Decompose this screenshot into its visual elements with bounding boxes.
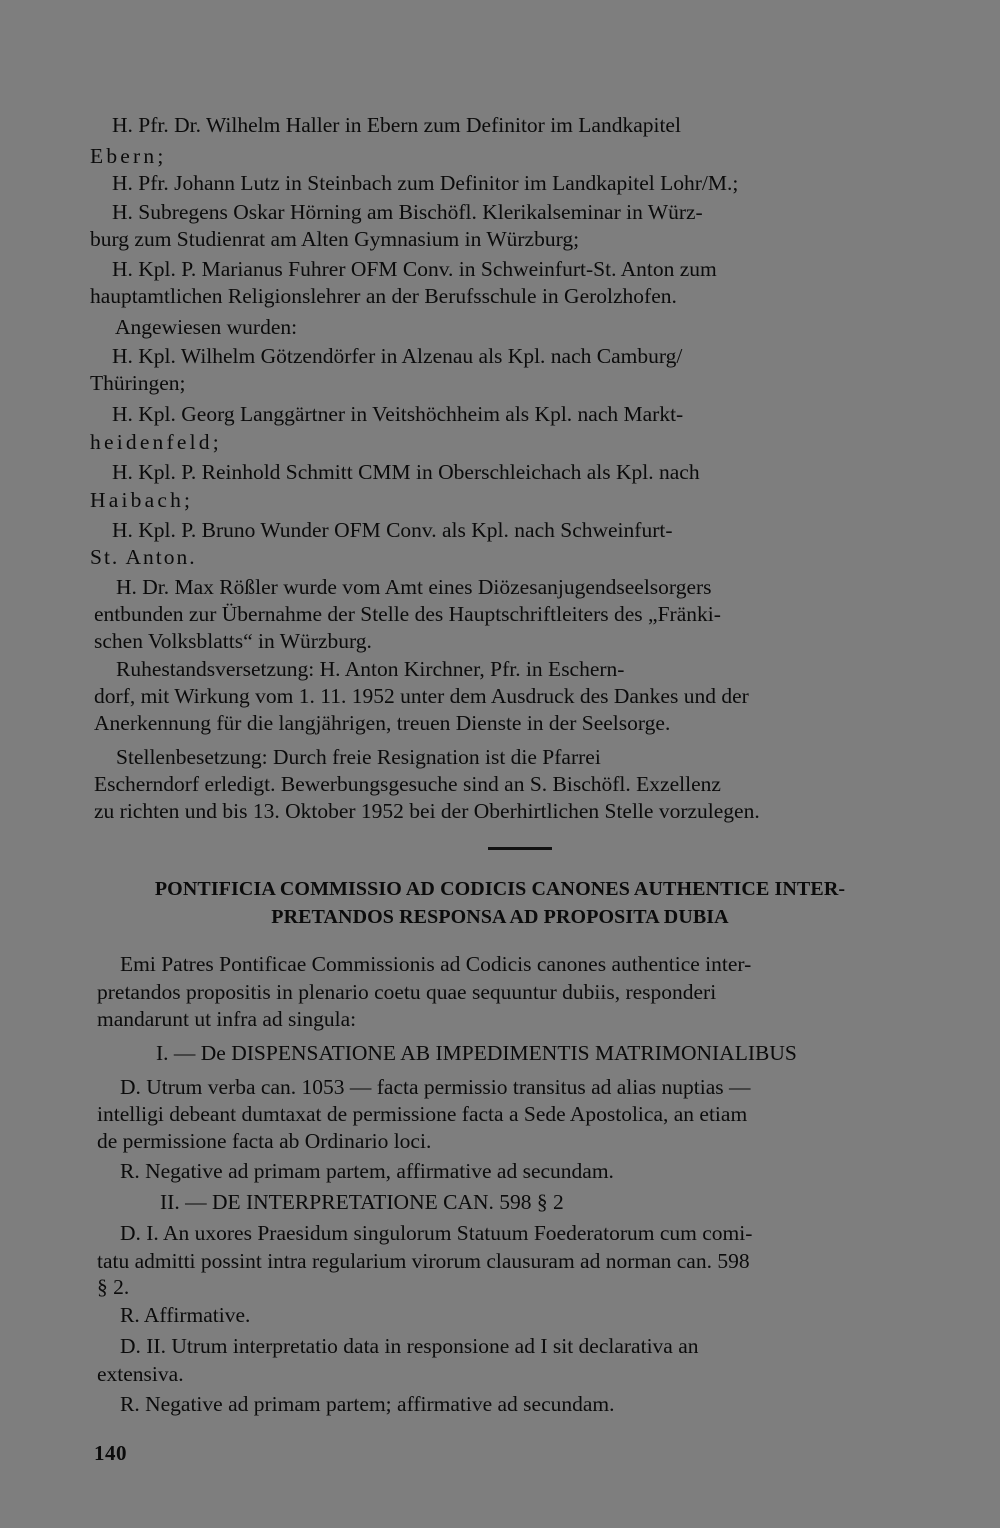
text-line: H. Subregens Oskar Hörning am Bischöfl. Klerikalseminar in Würz- <box>112 200 703 224</box>
text-line: H. Kpl. P. Bruno Wunder OFM Conv. als Kpl. nach Schweinfurt- <box>112 518 673 542</box>
section-label: Angewiesen wurden: <box>115 315 298 339</box>
text-line: D. II. Utrum interpretatio data in responsione ad I sit declarativa an <box>120 1334 699 1358</box>
text-line: D. Utrum verba can. 1053 — facta permissio transitus ad alias nuptias — <box>120 1075 751 1099</box>
text-line: burg zum Studienrat am Alten Gymnasium in Würzburg; <box>90 227 580 251</box>
text-line: dorf, mit Wirkung vom 1. 11. 1952 unter dem Ausdruck des Dankes und der <box>94 684 749 708</box>
text-line: R. Affirmative. <box>120 1303 251 1327</box>
text-line: § 2. <box>97 1275 130 1299</box>
text-line: H. Dr. Max Rößler wurde vom Amt eines Diözesanjugendseelsorgers <box>116 575 712 599</box>
section-heading: PONTIFICIA COMMISSIO AD CODICIS CANONES AUTHENTICE INTER- <box>154 878 846 900</box>
text-span: H. Pfr. Dr. Wilhelm Haller in Ebern zum Definitor im Landkapitel <box>112 113 681 137</box>
text-line: H. Pfr. Johann Lutz in Steinbach zum Definitor im Landkapitel Lohr/M.; <box>112 171 739 195</box>
text-line: Emi Patres Pontificae Commissionis ad Codicis canones authentice inter- <box>120 952 752 976</box>
text-line: Ruhestandsversetzung: H. Anton Kirchner, Pfr. in Eschern- <box>116 657 625 681</box>
text-line: H. Kpl. Georg Langgärtner in Veitshöchheim als Kpl. nach Markt- <box>112 402 684 426</box>
section-heading: PRETANDOS RESPONSA AD PROPOSITA DUBIA <box>271 906 729 928</box>
text-line: hauptamtlichen Religionslehrer an der Berufsschule in Gerolzhofen. <box>90 284 677 308</box>
text-line: Ebern; <box>90 144 167 168</box>
subsection-heading: I. — De DISPENSATIONE AB IMPEDIMENTIS MATRIMONIALIBUS <box>156 1041 797 1065</box>
text-line <box>0 112 1000 138</box>
text-line: schen Volksblatts“ in Würzburg. <box>94 629 372 653</box>
text-line: Haibach; <box>90 488 194 512</box>
text-line: extensiva. <box>97 1362 184 1386</box>
text-line: Stellenbesetzung: Durch freie Resignation ist die Pfarrei <box>116 745 601 769</box>
section-divider <box>488 847 552 850</box>
text-line: Anerkennung für die langjährigen, treuen Dienste in der Seelsorge. <box>94 711 671 735</box>
text-line: H. Kpl. P. Reinhold Schmitt CMM in Oberschleichach als Kpl. nach <box>112 460 700 484</box>
page-number: 140 <box>94 1441 127 1465</box>
text-line: D. I. An uxores Praesidum singulorum Statuum Foederatorum cum comi- <box>120 1221 753 1245</box>
text-line: de permissione facta ab Ordinario loci. <box>97 1129 432 1153</box>
text-line: R. Negative ad primam partem, affirmative ad secundam. <box>120 1159 614 1183</box>
text-line: entbunden zur Übernahme der Stelle des Hauptschriftleiters des „Fränki- <box>94 602 721 626</box>
text-line: H. Kpl. Wilhelm Götzendörfer in Alzenau als Kpl. nach Camburg/ <box>112 344 683 368</box>
text-line: R. Negative ad primam partem; affirmative ad secundam. <box>120 1392 615 1416</box>
text-line: intelligi debeant dumtaxat de permissione facta a Sede Apostolica, an etiam <box>97 1102 748 1126</box>
text-line: tatu admitti possint intra regularium virorum clausuram ad norman can. 598 <box>97 1249 750 1273</box>
text-line: Thüringen; <box>90 371 186 395</box>
text-line: H. Kpl. P. Marianus Fuhrer OFM Conv. in Schweinfurt-St. Anton zum <box>112 257 717 281</box>
text-line: mandarunt ut infra ad singula: <box>97 1007 357 1031</box>
text-line: heidenfeld; <box>90 430 222 454</box>
text-line: St. Anton. <box>90 545 197 569</box>
text-line: Escherndorf erledigt. Bewerbungsgesuche sind an S. Bischöfl. Exzellenz <box>94 772 721 796</box>
subsection-heading: II. — DE INTERPRETATIONE CAN. 598 § 2 <box>160 1190 564 1214</box>
text-line: pretandos propositis in plenario coetu quae sequuntur dubiis, responderi <box>97 980 717 1004</box>
text-line: zu richten und bis 13. Oktober 1952 bei der Oberhirtlichen Stelle vorzulegen. <box>94 799 760 823</box>
